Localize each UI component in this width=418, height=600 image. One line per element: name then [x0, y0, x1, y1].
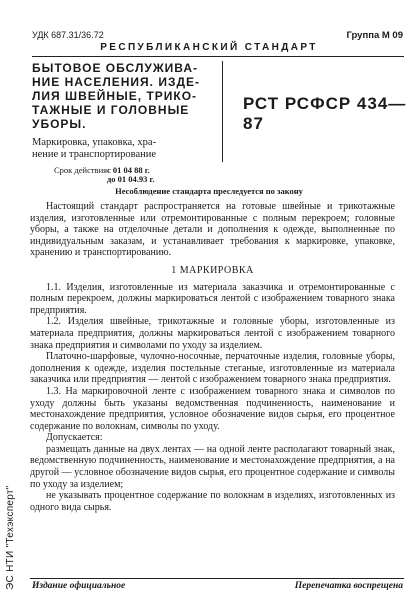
title-line: ЛИЯ ШВЕЙНЫЕ, ТРИКО- [32, 89, 198, 103]
allowed-item-1: размещать данные на двух лентах — на одной ленте располагают товарный знак, ведомственную подчиненность, наименование и местонахождение предприятия, а на другой — условное обозначение видов сырья, его процентное содержание и символы по уходу за изделием; [30, 443, 395, 490]
header-rule [32, 56, 404, 57]
standard-code: РСТ РСФСР 434—87 [243, 94, 407, 133]
allowed-label: Допускается: [46, 432, 103, 444]
side-watermark-text: ЭС НТИ "Техэксперт" [5, 485, 16, 590]
title-block [32, 61, 223, 162]
allowed-item-2: не указывать процентное содержание по волокнам в изделиях, изготовленных из одного вида сырья. [30, 490, 395, 513]
document-subtitle [32, 137, 222, 161]
paragraph-scarves: Платочно-шарфовые, чулочно-носочные, перчаточные изделия, головные уборы, дополнения к одежде, изделия постельные стеганые, изготовленные из материала заказчика или предприятия — лентой с изображением товарного знака предприятия. [30, 351, 395, 386]
validity-from: с 01 04 88 г. [107, 165, 150, 175]
title-line: УБОРЫ. [32, 117, 87, 131]
validity-label: Срок действия [54, 165, 108, 175]
official-edition-label: Издание официальное [32, 581, 126, 591]
title-line: БЫТОВОЕ ОБСЛУЖИВА- [32, 61, 199, 75]
republic-standard-heading: РЕСПУБЛИКАНСКИЙ СТАНДАРТ [100, 42, 318, 53]
reprint-prohibited-label: Перепечатка воспрещена [294, 581, 403, 591]
intro-paragraph: Настоящий стандарт распространяется на готовые швейные и трикотажные изделия, изготовленные или отремонтированные с полным перекроем; головные уборы, а также на отделочные детали и дополнения к одежде, выполненные по индивидуальным заказам, и устанавливает требования к маркировке, упаковке, хранению и транспортированию. [30, 201, 395, 259]
paragraph-1-2: 1.2. Изделия швейные, трикотажные и головные уборы, изготовленные из материала предприятия, должны маркироваться лентой с изображением товарного знака предприятия и символами по уходу за изделием. [30, 316, 395, 351]
footer-rule [30, 578, 404, 579]
udk-code: УДК 687.31/36.72 [32, 30, 104, 40]
paragraph-1-1: 1.1. Изделия, изготовленные из материала заказчика и отремонтированные с полным перекроем, должны маркироваться лентой с изображением товарного знака предприятия. [30, 281, 395, 316]
title-line: ТАЖНЫЕ И ГОЛОВНЫЕ [32, 103, 190, 117]
subtitle-line: Маркировка, упаковка, хра- [32, 137, 157, 148]
legal-notice: Несоблюдение стандарта преследуется по закону [115, 186, 303, 196]
validity-to: до 01 04.93 г. [107, 174, 155, 184]
paragraph-1-3: 1.3. На маркировочной ленте с изображением товарного знака и символов по уходу должны быть указаны ведомственная подчиненность, наименование и местонахождение предприятия, условное обозначение видов сырья, его процентное содержание по волокнам, символы по уходу. [30, 385, 395, 432]
document-title [32, 61, 222, 131]
section-title: 1 МАРКИРОВКА [171, 264, 254, 276]
subtitle-line: нение и транспортирование [32, 149, 157, 160]
document-body [30, 201, 395, 513]
title-line: НИЕ НАСЕЛЕНИЯ. ИЗДЕ- [32, 75, 201, 89]
group-code: Группа М 09 [346, 30, 403, 41]
